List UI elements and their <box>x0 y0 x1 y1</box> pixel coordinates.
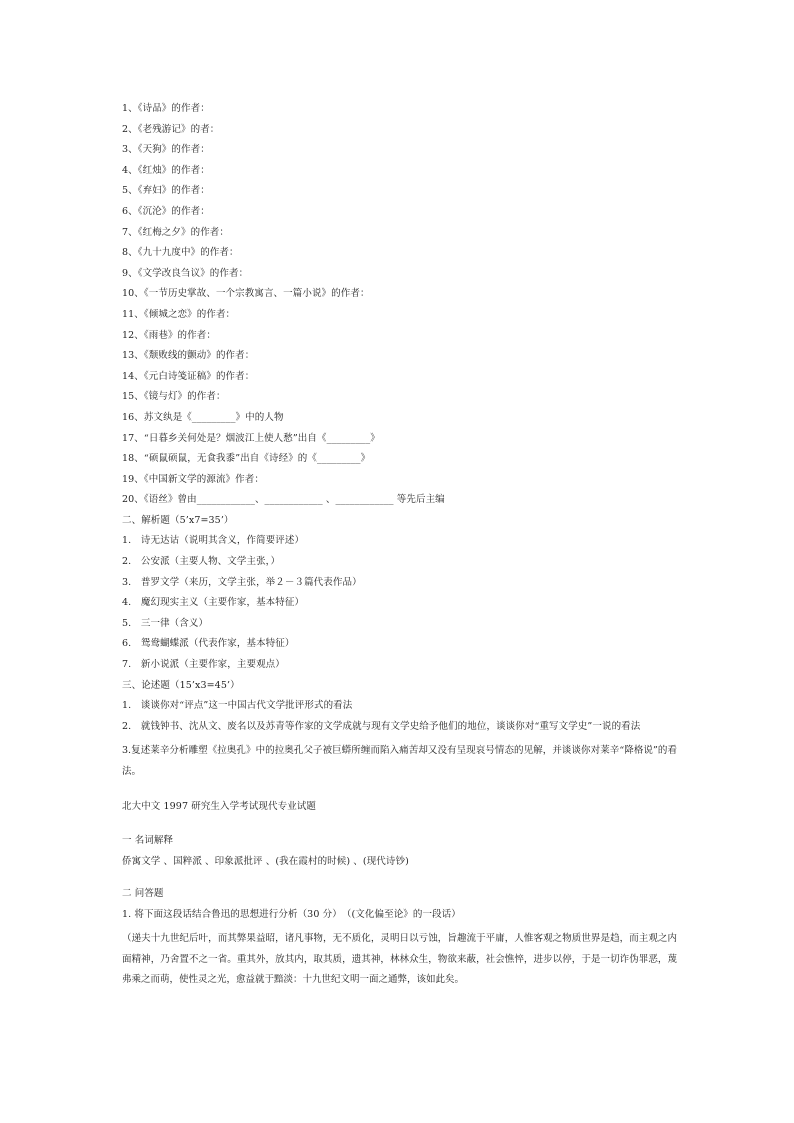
question-15: 15、《镜与灯》的作者： <box>122 391 226 403</box>
section3-title: 三、论述题（15’x3=45’） <box>122 679 240 691</box>
question-17: 17、“日暮乡关何处是？烟波江上使人愁”出自《_________》 <box>122 432 380 444</box>
question-13: 13、《颓败线的颤动》的作者： <box>122 350 255 362</box>
section2-item-1: 1. 诗无达诂（说明其含义，作简要评述） <box>122 535 305 547</box>
section3-item-2: 2. 就钱钟书、沈从文、废名以及苏青等作家的文学成就与现有文学史给予他们的地位，谈谈你对“重写文学史”一说的看法 <box>122 720 641 732</box>
question-6: 6、《沉沦》的作者： <box>122 205 210 217</box>
part2-title: 二 问答题 <box>122 888 164 899</box>
part1-terms: 侨寓文学 、国粹派 、印象派批评 、(我在霞村的时候) 、(现代诗钞) <box>122 856 409 867</box>
question-18: 18、“硕鼠硕鼠，无食我黍”出自《诗经》的《_________》 <box>122 453 371 465</box>
question-8: 8、《九十九度中》的作者： <box>122 247 239 259</box>
question-12: 12、《雨巷》的作者： <box>122 329 216 341</box>
section3-item-1: 1. 谈谈你对“评点”这一中国古代文学批评形式的看法 <box>122 700 353 712</box>
part2-quote: （递夫十九世纪后叶，而其弊果益昭，诸凡事物，无不质化，灵明日以亏蚀，旨趣流于平庸，人惟客观之物质世界是趋，而主观之内面精神，乃舍置不之一省。重其外，放其内，取其质，遗其神，林林众生，物欲来蔽，社会憔悴，进步以停，于是一切诈伪罪恶，蔑弗乘之而萌，使性灵之光，愈益就于黯淡：十九世纪文明一面之通弊，该如此矣。 <box>122 933 677 986</box>
question-4: 4、《红烛》的作者： <box>122 164 210 176</box>
question-3: 3、《天狗》的作者： <box>122 144 210 156</box>
question-16: 16、苏文纨是《_________》中的人物 <box>122 411 284 423</box>
question-7: 7、《红梅之夕》的作者： <box>122 226 229 238</box>
section2-item-7: 7. 新小说派（主要作家，主要观点） <box>122 659 285 671</box>
part1-title: 一 名词解释 <box>122 835 174 847</box>
section2-title: 二、解析题（5’x7=35’） <box>122 514 234 526</box>
question-9: 9、《文学改良刍议》的作者： <box>122 267 249 279</box>
question-10: 10、《一节历史掌故、一个宗教寓言、一篇小说》的作者： <box>122 288 370 300</box>
question-2: 2、《老残游记》的者： <box>122 123 220 135</box>
part2-question: 1. 将下面这段话结合鲁迅的思想进行分析（30 分） （(文化偏至论》的一段话） <box>122 908 461 920</box>
section3-item-3: 3.复述莱辛分析雕塑《拉奥孔》中的拉奥孔父子被巨蟒所缠而陷入痛苦却又没有呈现哀号情态的见解，并谈谈你对莱辛“降格说”的看法。 <box>122 745 677 777</box>
section2-item-2: 2. 公安派（主要人物、文学主张，） <box>122 556 281 568</box>
question-19: 19、《中国新文学的源流》作者： <box>122 473 264 485</box>
section2-item-5: 5. 三一律（含义） <box>122 617 209 629</box>
document-content <box>122 103 682 991</box>
section2-item-3: 3. 普罗文学（来历，文学主张，举２－３篇代表作品） <box>122 576 362 588</box>
question-1: 1、《诗品》的作者： <box>122 103 210 114</box>
exam-title: 北大中文 1997 研究生入学考试现代专业试题 <box>122 801 317 813</box>
section2-item-6: 6. 鸳鸯蝴蝶派（代表作家，基本特征） <box>122 638 295 650</box>
question-11: 11、《倾城之恋》的作者： <box>122 308 236 320</box>
question-5: 5、《弃妇》的作者： <box>122 185 210 197</box>
section2-item-4: 4. 魔幻现实主义（主要作家，基本特征） <box>122 597 305 609</box>
question-20: 20、《语丝》曾由____________、____________ 、____________ 等先后主编 <box>122 494 445 506</box>
question-14: 14、《元白诗笺证稿》的作者： <box>122 370 255 382</box>
